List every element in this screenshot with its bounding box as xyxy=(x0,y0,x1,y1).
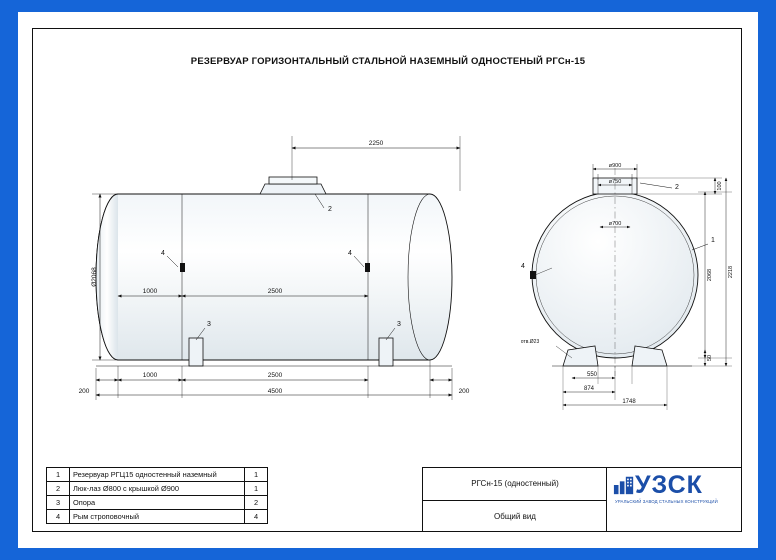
callout-front-3-right: 3 xyxy=(397,321,401,328)
table-row xyxy=(47,482,268,496)
dim-100: 100 xyxy=(717,181,723,191)
dim-bottom-1000: 1000 xyxy=(142,372,158,379)
specification-table xyxy=(46,467,268,524)
spec-qty: 1 xyxy=(245,468,268,482)
spec-pos: 3 xyxy=(47,496,70,510)
spec-qty: 2 xyxy=(245,496,268,510)
table-row xyxy=(47,468,268,482)
logo-name: УЗСК xyxy=(635,471,703,499)
table-row xyxy=(47,496,268,510)
dim-2218: 2218 xyxy=(728,265,734,279)
dim-874: 874 xyxy=(583,386,595,392)
spec-pos: 2 xyxy=(47,482,70,496)
dim-bolt-hole: отв.Ø23 xyxy=(520,339,540,345)
spec-name: Опора xyxy=(70,496,245,510)
dim-2068: 2068 xyxy=(707,268,713,282)
callout-side-4: 4 xyxy=(521,263,525,270)
logo-tagline: УРАЛЬСКИЙ ЗАВОД СТАЛЬНЫХ КОНСТРУКЦИЙ xyxy=(615,499,718,504)
spec-name: Рым строповочный xyxy=(70,510,245,524)
factory-icon xyxy=(613,474,635,496)
drawing-svg xyxy=(32,28,740,530)
dim-50: 50 xyxy=(707,354,713,362)
dim-bottom-2500: 2500 xyxy=(267,372,283,379)
title-block-view: Общий вид xyxy=(494,511,536,521)
callout-front-4-left: 4 xyxy=(161,250,165,257)
logo-inner xyxy=(613,472,735,504)
dim-diameter-2068: Ø2068 xyxy=(91,267,98,287)
callout-front-2: 2 xyxy=(328,206,332,213)
dim-d700: ø700 xyxy=(608,221,622,227)
spec-qty: 4 xyxy=(245,510,268,524)
spec-pos: 1 xyxy=(47,468,70,482)
table-row xyxy=(47,510,268,524)
dim-d750: ø750 xyxy=(608,179,622,185)
spec-pos: 4 xyxy=(47,510,70,524)
callout-front-4-right: 4 xyxy=(348,250,352,257)
dim-mid-1000: 1000 xyxy=(142,288,158,295)
spec-qty: 1 xyxy=(245,482,268,496)
spec-name: Резервуар РГЦ15 одностенный наземный xyxy=(70,468,245,482)
callout-side-2: 2 xyxy=(675,184,679,191)
dim-right-200: 200 xyxy=(458,388,470,395)
company-logo-block xyxy=(606,467,742,532)
callout-side-1: 1 xyxy=(711,237,715,244)
dim-top-2250: 2250 xyxy=(368,140,384,147)
title-block-product: РГСн-15 (одностенный) xyxy=(423,468,607,501)
page-title: РЕЗЕРВУАР ГОРИЗОНТАЛЬНЫЙ СТАЛЬНОЙ НАЗЕМНЫЙ ОДНОСТЕНЫЙ РГСн-15 xyxy=(190,56,586,67)
dim-1748: 1748 xyxy=(622,399,636,405)
dim-left-200: 200 xyxy=(78,388,90,395)
title-block xyxy=(422,467,607,532)
technical-drawing xyxy=(32,28,740,530)
dim-d900: ø900 xyxy=(608,163,622,169)
dim-mid-2500: 2500 xyxy=(267,288,283,295)
dim-total-4500: 4500 xyxy=(267,388,283,395)
callout-front-3-left: 3 xyxy=(207,321,211,328)
drawing-sheet xyxy=(18,12,758,548)
dim-550: 550 xyxy=(586,372,598,378)
spec-name: Люк-лаз Ø800 с крышкой Ø900 xyxy=(70,482,245,496)
